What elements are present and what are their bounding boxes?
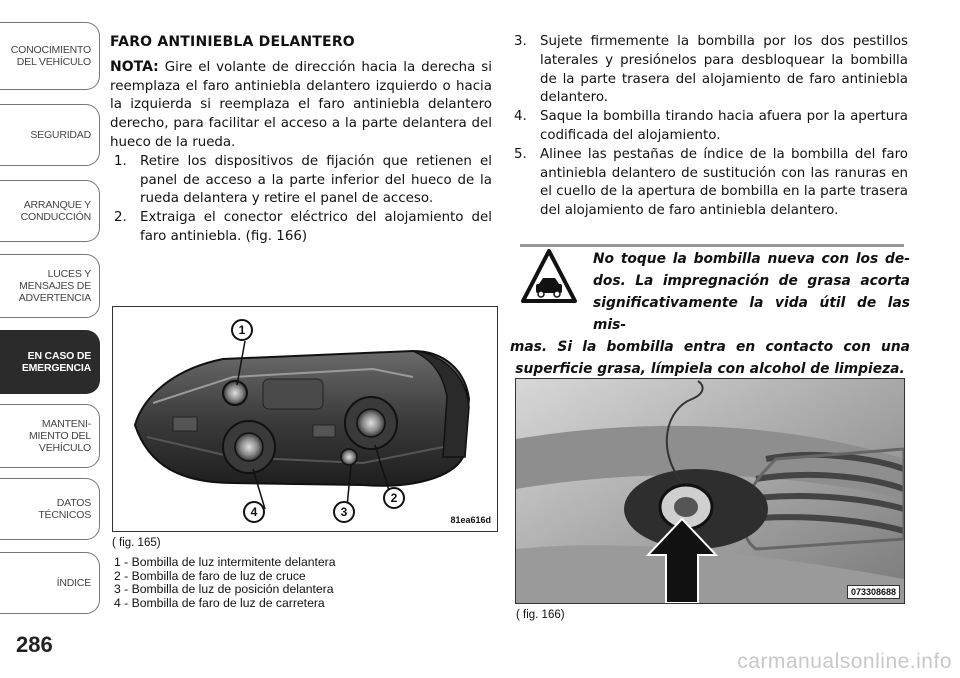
tab-seguridad[interactable]: SEGURIDAD bbox=[0, 104, 100, 166]
tab-arranque[interactable]: ARRANQUE Y CONDUCCIÓN bbox=[0, 180, 100, 242]
step-text: Extraiga el conector eléctrico del alojamiento del faro antiniebla. (fig. 166) bbox=[140, 210, 492, 244]
step-4 bbox=[496, 108, 908, 146]
tab-indice[interactable]: ÍNDICE bbox=[0, 552, 100, 614]
warning-line: dos. La impregnación de grasa acorta bbox=[593, 273, 910, 289]
left-column bbox=[110, 33, 492, 247]
warning-line: superficie grasa, límpiela con alcohol de limpieza. bbox=[515, 361, 905, 377]
callout-2: 2 bbox=[383, 487, 405, 509]
step-number: 4. bbox=[514, 109, 527, 125]
step-text: Saque la bombilla tirando hacia afuera por la apertura codificada del alojamiento. bbox=[540, 109, 908, 143]
tab-emergencia[interactable]: EN CASO DE EMERGENCIA bbox=[0, 330, 100, 394]
step-text: Sujete firmemente la bombilla por los dos pestillos laterales y presiónelos para desbloquear la bombilla de la parte trasera del alojamiento de faro antiniebla delantero. bbox=[540, 34, 908, 106]
callout-4: 4 bbox=[243, 501, 265, 523]
figure-code: 81ea616d bbox=[450, 515, 491, 525]
legend-item: 3 - Bombilla de luz de posición delantera bbox=[114, 582, 334, 596]
page-number: 286 bbox=[16, 632, 53, 657]
step-text: Retire los dispositivos de fijación que retienen el panel de acceso a la parte inferior del hueco de la rueda delantera y retire el panel de acceso. bbox=[140, 153, 492, 207]
figure-165-caption: ( fig. 165) bbox=[112, 537, 161, 549]
bulb-2 bbox=[357, 409, 385, 437]
headlamp-illustration bbox=[113, 307, 497, 531]
tab-luces[interactable]: LUCES Y MENSAJES DE ADVERTENCIA bbox=[0, 254, 100, 318]
section-heading: FARO ANTINIEBLA DELANTERO bbox=[110, 34, 355, 50]
tab-datos[interactable]: DATOS TÉCNICOS bbox=[0, 478, 100, 540]
bulb-3 bbox=[341, 449, 357, 465]
nota-paragraph bbox=[110, 58, 492, 153]
warning-line: mas. Si la bombilla entra en contacto con una bbox=[510, 339, 910, 355]
step-number: 1. bbox=[114, 153, 127, 169]
legend-item: 1 - Bombilla de luz intermitente delantera bbox=[114, 555, 336, 569]
callout-3: 3 bbox=[333, 501, 355, 523]
step-3 bbox=[496, 33, 908, 108]
callout-1: 1 bbox=[231, 319, 253, 341]
bulb-4 bbox=[235, 433, 263, 461]
figure-166-caption: ( fig. 166) bbox=[516, 609, 565, 621]
step-2 bbox=[96, 209, 492, 247]
warning-text bbox=[510, 248, 910, 380]
figure-165-legend bbox=[114, 556, 336, 610]
figure-166 bbox=[515, 378, 905, 604]
step-number: 2. bbox=[114, 210, 127, 226]
warning-line: significativamente la vida útil de las mis- bbox=[593, 295, 910, 333]
warning-rule bbox=[520, 244, 904, 247]
legend-item: 4 - Bombilla de faro de luz de carretera bbox=[114, 595, 325, 610]
right-column bbox=[496, 33, 908, 221]
step-number: 3. bbox=[514, 34, 527, 49]
fog-lamp-photo bbox=[516, 379, 904, 603]
tab-mantenimiento[interactable]: MANTENI- MIENTO DEL VEHÍCULO bbox=[0, 404, 100, 468]
tab-conocimiento[interactable]: CONOCIMIENTO DEL VEHÍCULO bbox=[0, 22, 100, 90]
step-1 bbox=[96, 153, 492, 209]
warning-line: No toque la bombilla nueva con los de- bbox=[593, 251, 910, 267]
legend-item: 2 - Bombilla de faro de luz de cruce bbox=[114, 568, 306, 583]
figure-code: 073308688 bbox=[847, 585, 900, 599]
watermark: carmanualsonline.info bbox=[737, 650, 952, 673]
nota-label: NOTA: bbox=[110, 58, 159, 75]
nota-text: Gire el volante de dirección hacia la derecha si reemplaza el faro antiniebla delantero izquierdo o hacia la izquierda si reemplaza el faro antiniebla delantero derecho, para facilitar el acceso a la parte delantera del hueco de la rueda. bbox=[110, 59, 492, 150]
bulb-1 bbox=[223, 381, 247, 405]
step-number: 5. bbox=[514, 146, 527, 162]
step-text: Alinee las pestañas de índice de la bombilla del faro antiniebla delantero de sustitución con las ranuras en el cuello de la apertura de bombilla en la parte trasera del alojamiento de faro antiniebla delantero. bbox=[540, 146, 908, 219]
step-5 bbox=[496, 146, 908, 221]
figure-165 bbox=[112, 306, 498, 532]
